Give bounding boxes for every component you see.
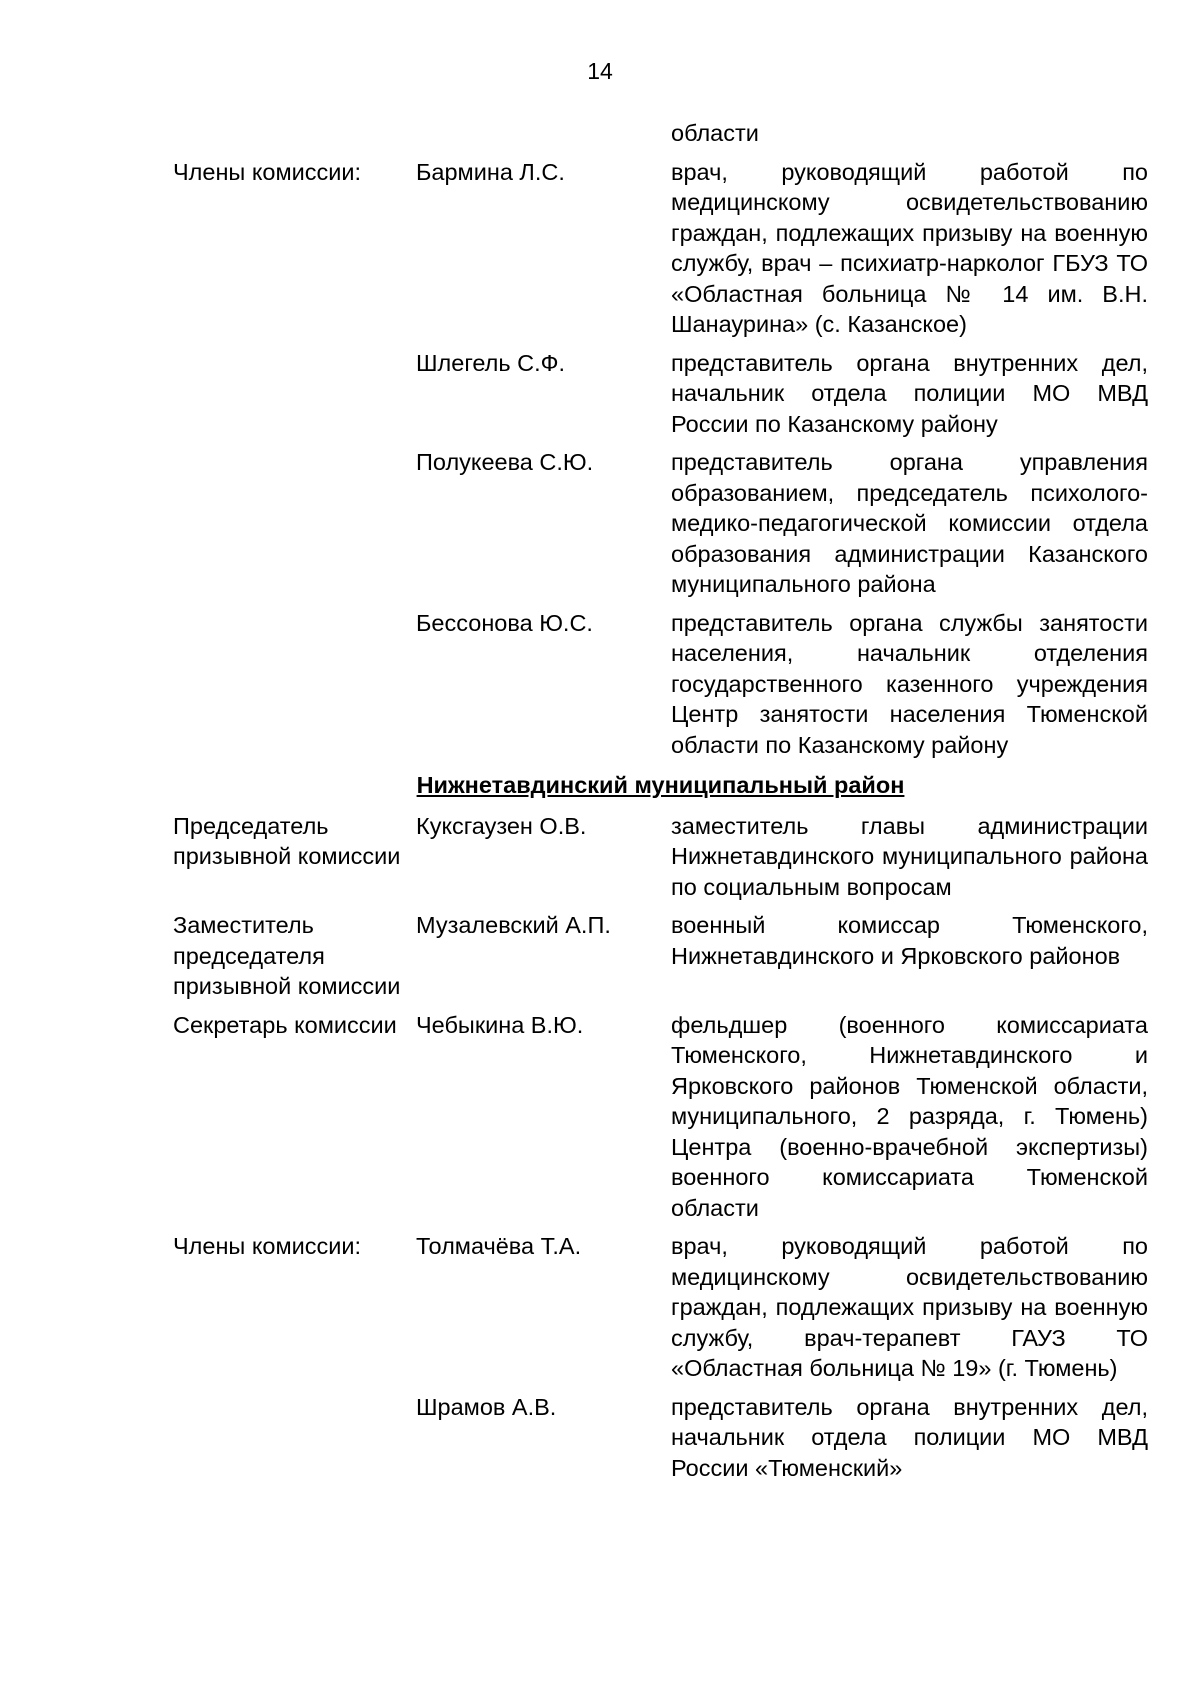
member-row (173, 608, 1148, 761)
member-row (173, 1010, 1148, 1224)
page-number: 14 (587, 58, 613, 84)
member-name: Шлегель С.Ф. (416, 349, 566, 376)
member-description: военный комиссар Тюменского, Нижнетавдинского и Ярковского районов (671, 912, 1148, 969)
member-row (173, 1392, 1148, 1484)
member-row (173, 811, 1148, 903)
member-name: Бессонова Ю.С. (416, 609, 593, 636)
member-role: Члены комиссии: (173, 158, 362, 185)
member-name: Бармина Л.С. (416, 158, 565, 185)
member-name: Чебыкина В.Ю. (416, 1011, 584, 1038)
member-description: представитель органа внутренних дел, начальник отдела полиции МО МВД России «Тюменский» (671, 1393, 1148, 1481)
member-description: заместитель главы администрации Нижнетавдинского муниципального района по социальным вопросам (671, 812, 1148, 900)
member-role: Члены комиссии: (173, 1233, 362, 1259)
member-description: области (671, 120, 759, 146)
member-description: врач, руководящий работой по медицинскому освидетельствованию граждан, подлежащих призыву на военную службу, врач – психиатр-нарколог ГБУЗ ТО «Областная больница № 14 им. В.Н. Шанаурина» (с. Казанское) (671, 158, 1148, 337)
intro-continuation-row (173, 118, 1148, 149)
member-name: Полукеева С.Ю. (416, 449, 594, 475)
member-row (173, 1231, 1148, 1384)
member-description: врач, руководящий работой по медицинскому освидетельствованию граждан, подлежащих призыву на военную службу, врач-терапевт ГАУЗ ТО «Областная больница № 19» (г. Тюмень) (671, 1233, 1148, 1381)
member-row (173, 910, 1148, 1002)
member-row (173, 157, 1148, 340)
member-role: Председатель призывной комиссии (173, 812, 401, 869)
section-heading: Нижнетавдинский муниципальный район (416, 772, 905, 798)
member-description: представитель органа службы занятости населения, начальник отделения государственного казенного учреждения Центр занятости населения Тюменской области по Казанскому району (671, 609, 1148, 758)
member-name: Куксгаузен О.В. (416, 812, 587, 839)
member-description: фельдшер (военного комиссариата Тюменского, Нижнетавдинского и Ярковского районов Тюменской области, муниципального, 2 разряда, г. Тюмень) Центра (военно-врачебной экспертизы) военного комиссариата Тюменской области (671, 1011, 1148, 1221)
member-name: Музалевский А.П. (416, 912, 611, 938)
member-description: представитель органа внутренних дел, начальник отдела полиции МО МВД России по Казанскому району (671, 349, 1148, 437)
member-row (173, 447, 1148, 600)
member-name: Шрамов А.В. (416, 1393, 557, 1420)
commission-list (173, 118, 1148, 1483)
member-description: представитель органа управления образованием, председатель психолого-медико-педагогической комиссии отдела образования администрации Казанского муниципального района (671, 449, 1148, 597)
member-role: Заместитель председателя призывной комиссии (173, 912, 401, 999)
member-name: Толмачёва Т.А. (416, 1233, 582, 1259)
member-role: Секретарь комиссии (173, 1011, 397, 1038)
member-row (173, 348, 1148, 440)
